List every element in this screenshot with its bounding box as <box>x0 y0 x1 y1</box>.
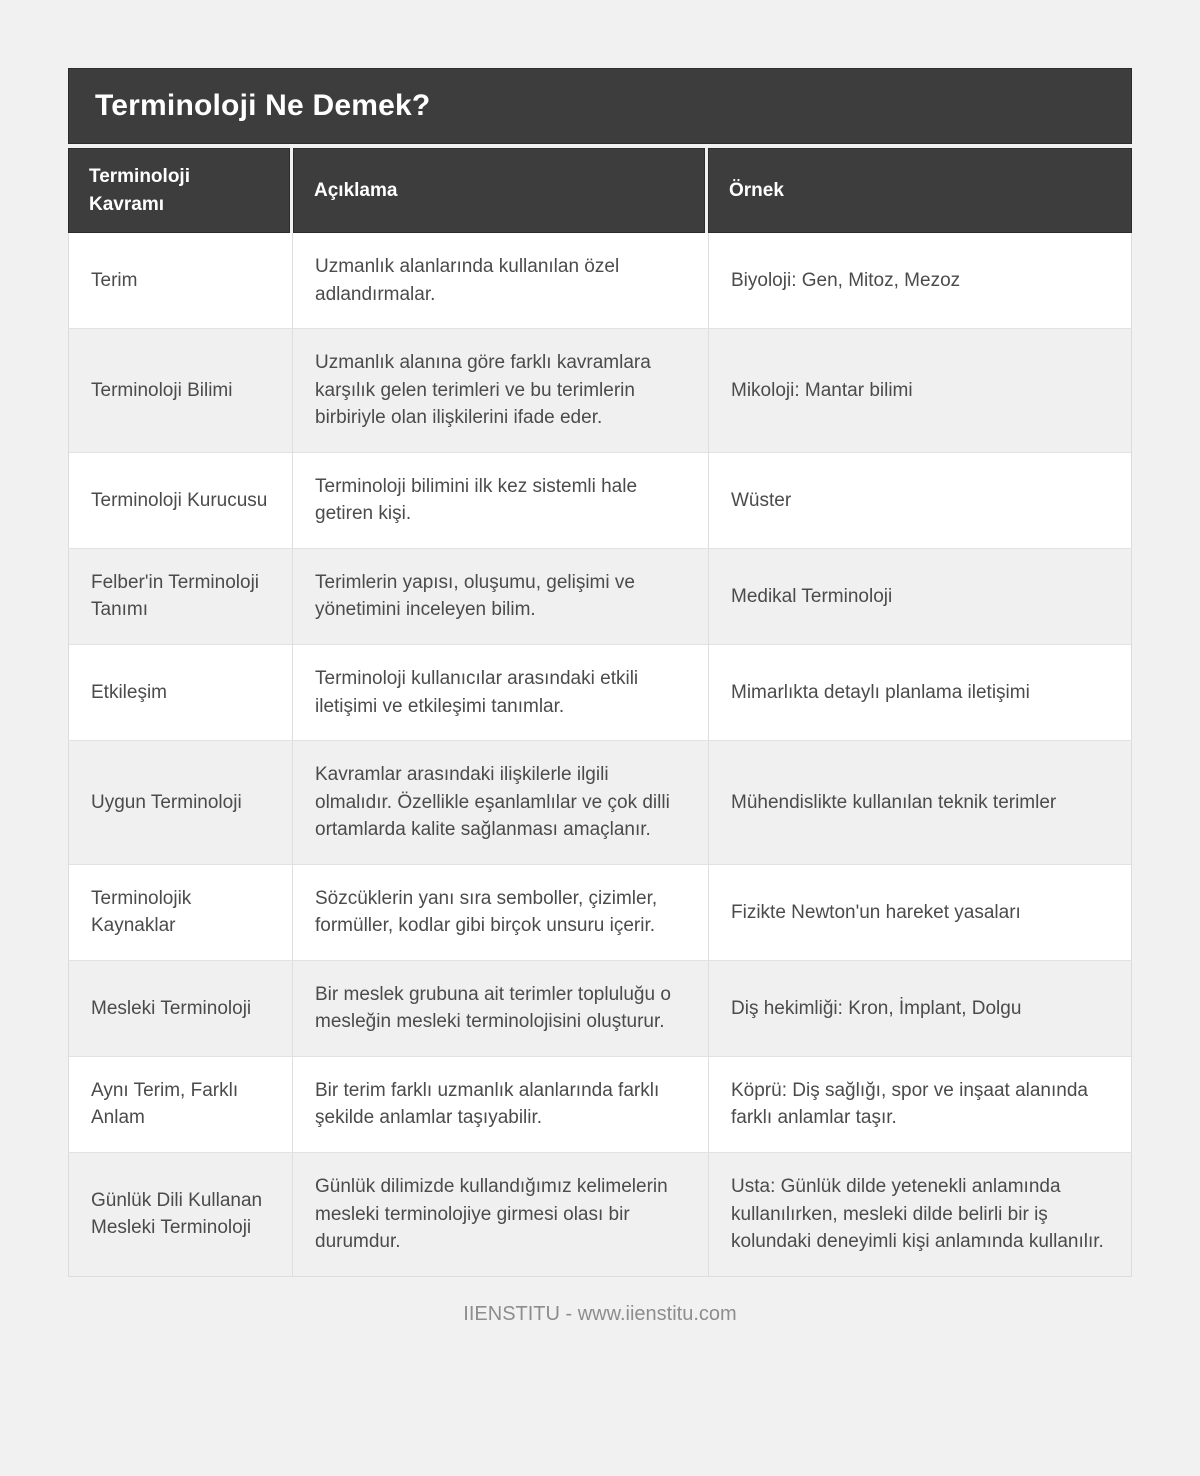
concept-cell <box>69 1153 292 1276</box>
table-header-row <box>68 148 1132 233</box>
example-text: Wüster <box>731 489 792 511</box>
table-row <box>69 1152 1131 1276</box>
description-text: Terimlerin yapısı, oluşumu, gelişimi ve yönetimini inceleyen bilim. <box>315 571 635 621</box>
concept-text: Mesleki Terminoloji <box>91 997 252 1019</box>
example-text: Mühendislikte kullanılan teknik terimler <box>731 791 1057 813</box>
table-row <box>69 960 1131 1056</box>
description-text: Bir meslek grubuna ait terimler topluluğu o mesleğin mesleki terminolojisini oluşturur. <box>315 983 671 1033</box>
terminology-table-card <box>68 68 1132 1366</box>
description-cell <box>292 549 708 644</box>
example-cell <box>708 233 1131 328</box>
table-row <box>69 644 1131 740</box>
concept-text: Günlük Dili Kullanan Mesleki Terminoloji <box>91 1189 263 1239</box>
concept-cell <box>69 233 292 328</box>
concept-text: Etkileşim <box>91 681 168 703</box>
example-text: Diş hekimliği: Kron, İmplant, Dolgu <box>731 997 1022 1019</box>
concept-text: Terim <box>91 269 138 291</box>
concept-text: Terminoloji Bilimi <box>91 379 233 401</box>
description-text: Bir terim farklı uzmanlık alanlarında farklı şekilde anlamlar taşıyabilir. <box>315 1079 660 1129</box>
example-cell <box>708 741 1131 864</box>
description-text: Terminoloji bilimini ilk kez sistemli hale getiren kişi. <box>315 475 638 525</box>
example-cell <box>708 453 1131 548</box>
example-text: Köprü: Diş sağlığı, spor ve inşaat alanında farklı anlamlar taşır. <box>731 1079 1088 1129</box>
concept-cell <box>69 1057 292 1152</box>
page-title: Terminoloji Ne Demek? <box>68 68 1132 144</box>
example-cell <box>708 1153 1131 1276</box>
concept-cell <box>69 329 292 452</box>
example-text: Biyoloji: Gen, Mitoz, Mezoz <box>731 269 961 291</box>
example-cell <box>708 645 1131 740</box>
description-cell <box>292 1057 708 1152</box>
table-row <box>69 1056 1131 1152</box>
description-cell <box>292 865 708 960</box>
table-row <box>69 328 1131 452</box>
description-cell <box>292 329 708 452</box>
column-header-description: Açıklama <box>293 148 705 233</box>
concept-text: Uygun Terminoloji <box>91 791 242 813</box>
column-header-concept: Terminoloji Kavramı <box>68 148 290 233</box>
concept-cell <box>69 961 292 1056</box>
concept-text: Aynı Terim, Farklı Anlam <box>91 1079 239 1129</box>
concept-text: Felber'in Terminoloji Tanımı <box>91 571 260 621</box>
concept-cell <box>69 645 292 740</box>
description-cell <box>292 961 708 1056</box>
description-cell <box>292 741 708 864</box>
concept-cell <box>69 865 292 960</box>
table-row <box>69 864 1131 960</box>
example-cell <box>708 865 1131 960</box>
concept-cell <box>69 453 292 548</box>
example-cell <box>708 329 1131 452</box>
table-body <box>68 233 1132 1277</box>
example-cell <box>708 961 1131 1056</box>
description-text: Sözcüklerin yanı sıra semboller, çizimler, formüller, kodlar gibi birçok unsuru içerir. <box>315 887 658 937</box>
description-text: Kavramlar arasındaki ilişkilerle ilgili olmalıdır. Özellikle eşanlamlılar ve çok dilli ortamlarda kalite sağlanması amaçlanır. <box>315 764 670 841</box>
example-text: Mimarlıkta detaylı planlama iletişimi <box>731 681 1030 703</box>
table-row <box>69 233 1131 328</box>
concept-cell <box>69 741 292 864</box>
example-text: Medikal Terminoloji <box>731 585 893 607</box>
description-text: Uzmanlık alanlarında kullanılan özel adlandırmalar. <box>315 256 620 305</box>
footer-branding: IIENSTITU - www.iienstitu.com <box>463 1302 737 1325</box>
example-cell <box>708 1057 1131 1152</box>
table-row <box>69 740 1131 864</box>
example-cell <box>708 549 1131 644</box>
example-text: Mikoloji: Mantar bilimi <box>731 379 913 401</box>
description-text: Terminoloji kullanıcılar arasındaki etkili iletişimi ve etkileşimi tanımlar. <box>315 668 639 717</box>
description-text: Uzmanlık alanına göre farklı kavramlara karşılık gelen terimleri ve bu terimlerin birbiriyle olan ilişkilerini ifade eder. <box>315 352 651 429</box>
example-text: Usta: Günlük dilde yetenekli anlamında kullanılırken, mesleki dilde belirli bir iş kolundaki deneyimli kişi anlamında kullanılır. <box>731 1176 1104 1253</box>
description-text: Günlük dilimizde kullandığımız kelimelerin mesleki terminolojiye girmesi olası bir durumdur. <box>315 1176 668 1253</box>
concept-text: Terminolojik Kaynaklar <box>91 887 192 937</box>
concept-cell <box>69 549 292 644</box>
description-cell <box>292 233 708 328</box>
description-cell <box>292 645 708 740</box>
description-cell <box>292 453 708 548</box>
description-cell <box>292 1153 708 1276</box>
table-row <box>69 548 1131 644</box>
table-row <box>69 452 1131 548</box>
concept-text: Terminoloji Kurucusu <box>91 489 268 511</box>
column-header-example: Örnek <box>708 148 1132 233</box>
example-text: Fizikte Newton'un hareket yasaları <box>731 901 1021 923</box>
